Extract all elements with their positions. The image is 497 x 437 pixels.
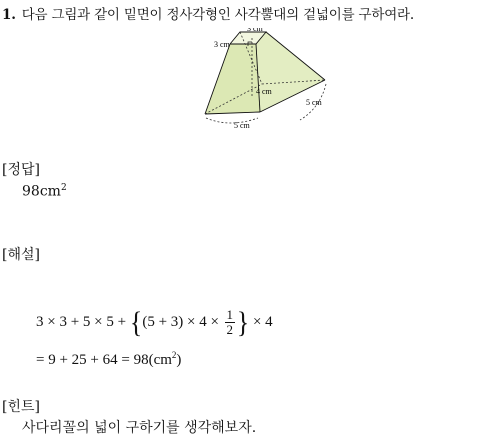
answer-value (22, 183, 67, 200)
question-number: 1. (2, 7, 16, 23)
expr-part1: 3 × 3 + 5 × 5 + (36, 313, 127, 330)
open-brace: { (129, 305, 143, 339)
label-left: 3 cm (214, 40, 230, 49)
label-bottom: 5 cm (234, 121, 250, 130)
expr-inner: (5 + 3) × 4 × (142, 313, 219, 330)
fraction (225, 308, 235, 337)
hint-tag: [힌트] (2, 399, 40, 415)
answer-exponent: 2 (60, 183, 67, 193)
explanation-tag: [해설] (2, 247, 40, 263)
answer-number: 98cm (22, 183, 61, 200)
expr-part2: × 4 (252, 313, 273, 330)
label-right: 5 cm (306, 98, 322, 107)
fraction-denominator: 2 (226, 322, 233, 337)
explanation-line-2 (36, 350, 181, 369)
bottom-dimension-arc (206, 118, 258, 123)
answer-tag: [정답] (2, 162, 40, 178)
expr-result: = 9 + 25 + 64 = 98(cm (36, 352, 172, 368)
expr-result-end: ) (176, 352, 182, 368)
frustum-figure (200, 28, 335, 134)
fraction-numerator: 1 (226, 307, 233, 322)
label-top: 3 cm (247, 28, 263, 33)
close-brace: } (236, 305, 250, 339)
hint-text: 사다리꼴의 넓이 구하기를 생각해보자. (22, 420, 257, 436)
question-line (2, 3, 414, 23)
frustum-diagram (200, 28, 335, 134)
question-text: 다음 그림과 같이 밑면이 정사각형인 사각뿔대의 겉넓이를 구하여라. (21, 7, 414, 23)
expr-result-exponent: 2 (171, 350, 177, 360)
label-height: 4 cm (256, 87, 272, 96)
explanation-line-1 (36, 305, 273, 339)
